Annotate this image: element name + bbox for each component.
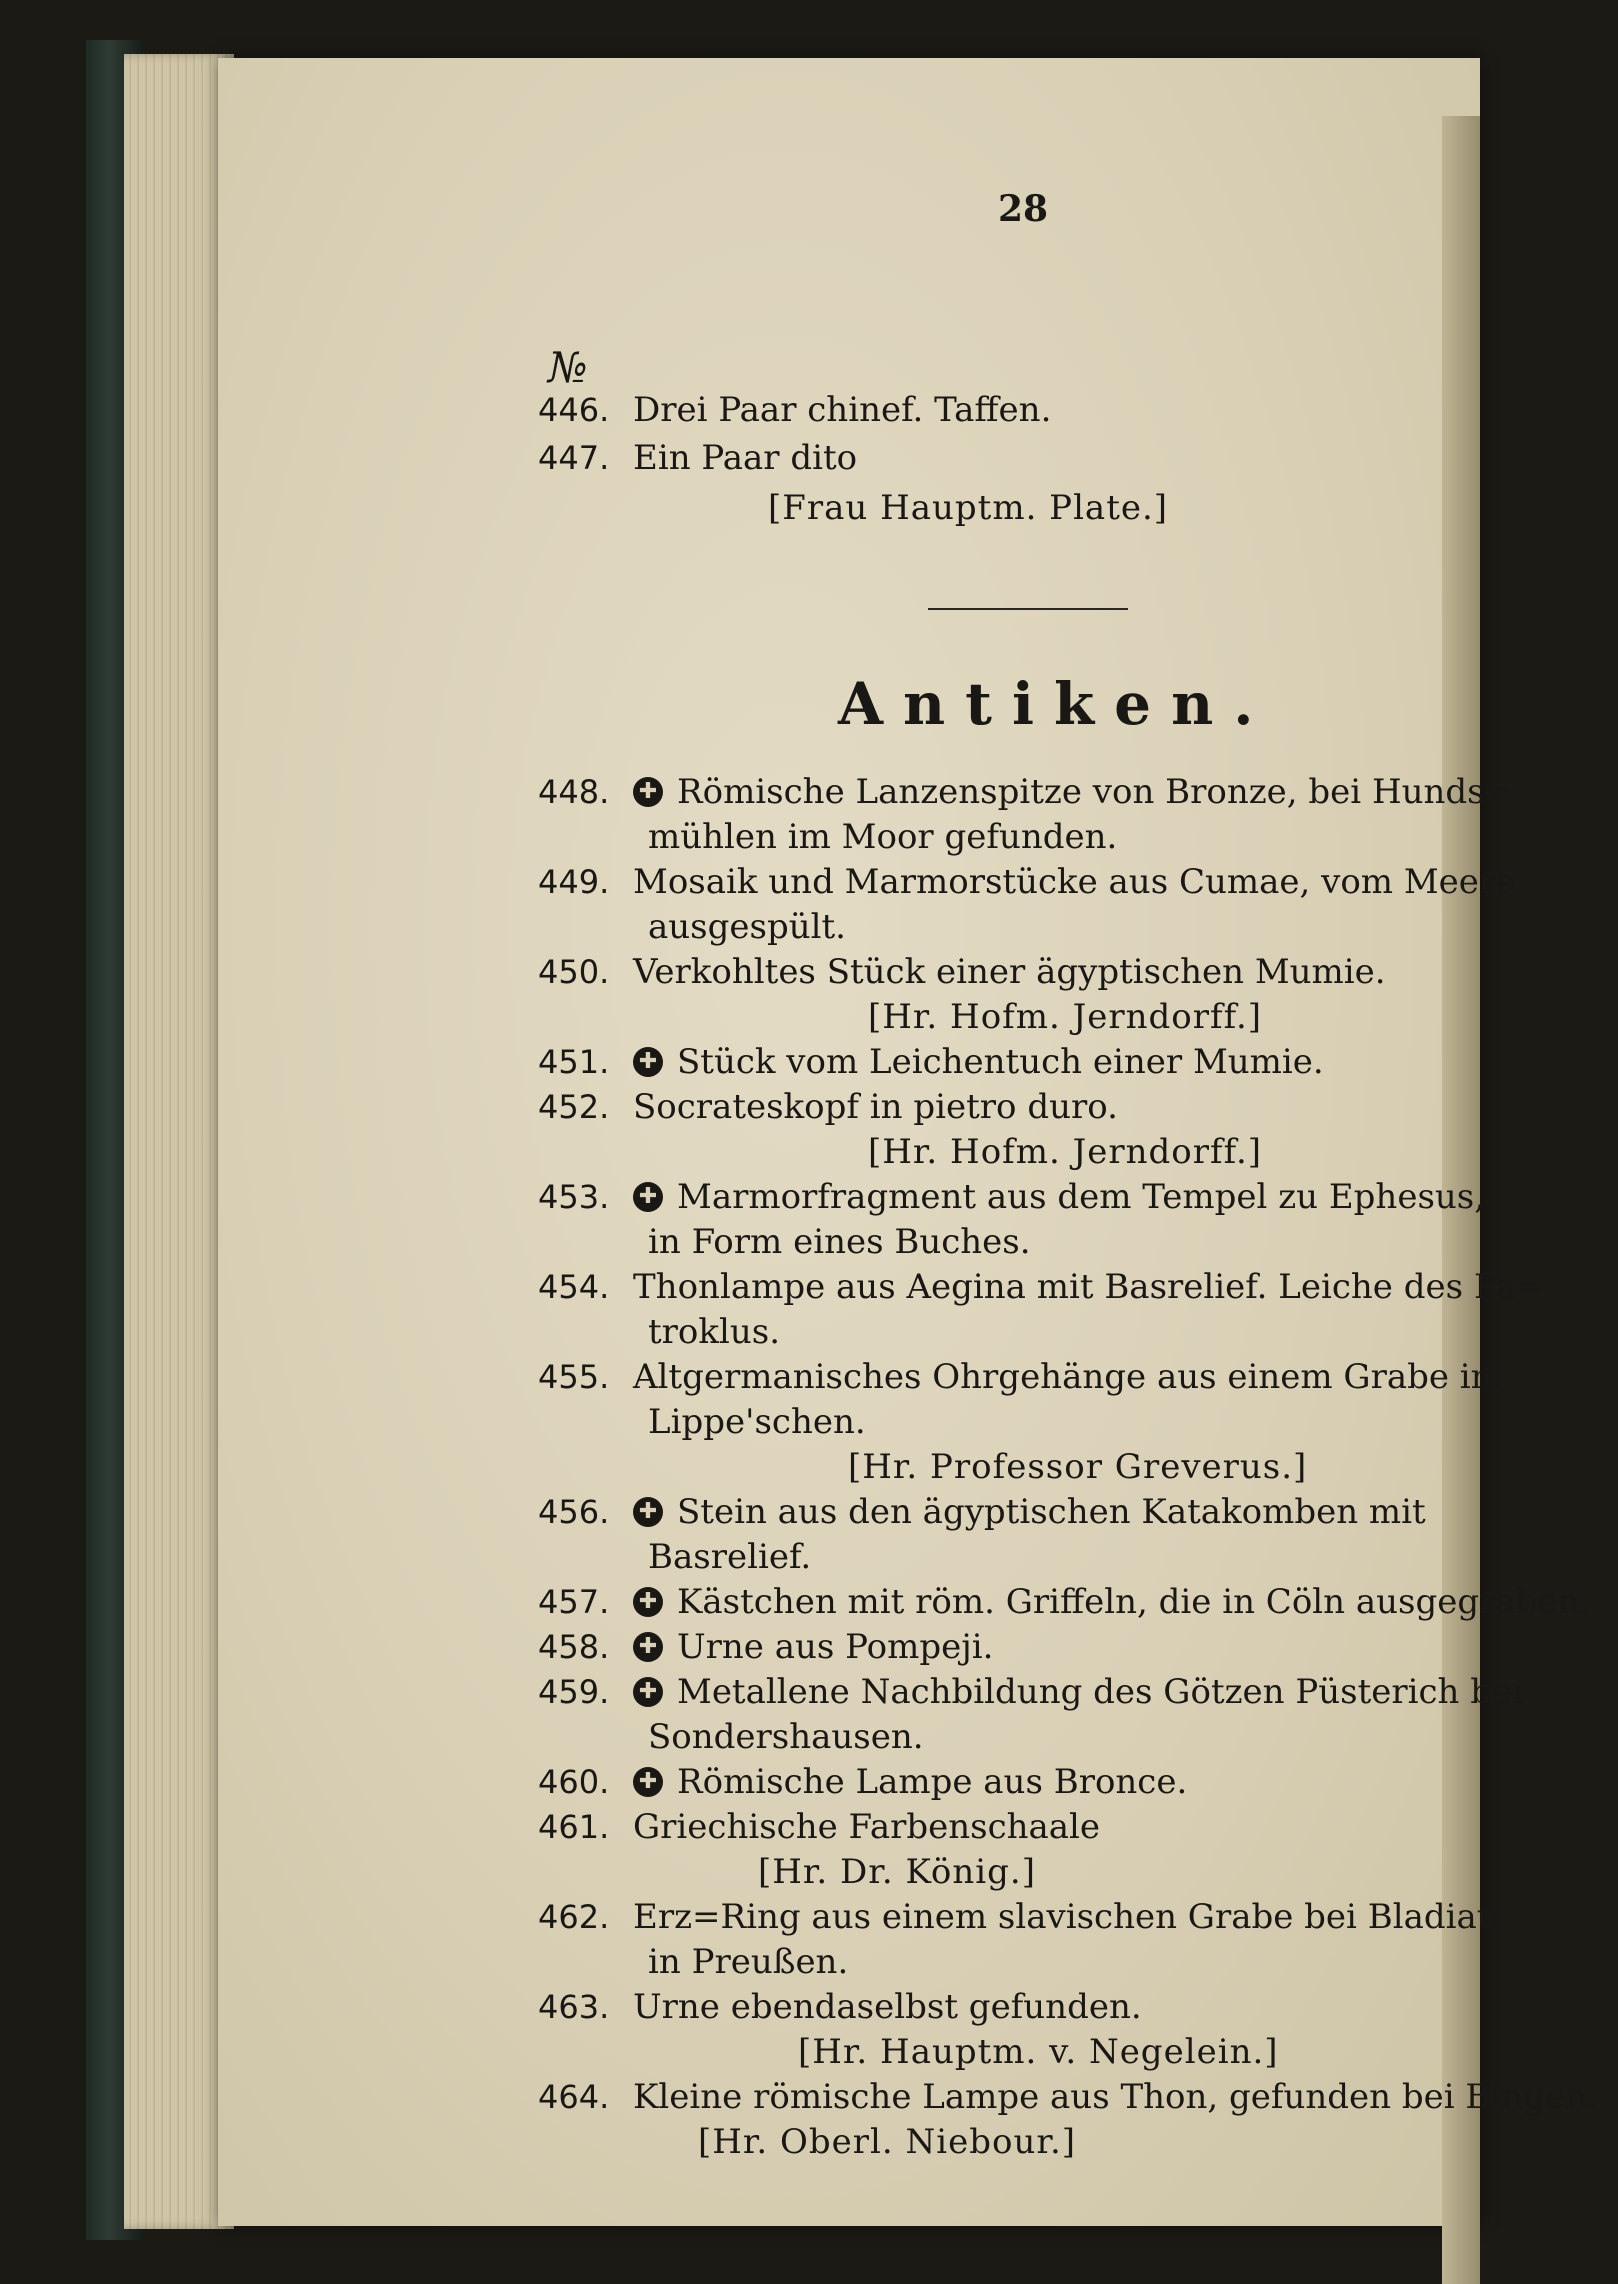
item-text-continuation: Lippe'schen. bbox=[648, 1402, 866, 1442]
item-text: Drei Paar chinef. Taffen. bbox=[633, 390, 1052, 430]
list-item bbox=[538, 1625, 993, 1669]
item-number: 455. bbox=[538, 1358, 610, 1396]
list-item bbox=[538, 860, 1515, 904]
list-item bbox=[538, 1895, 1499, 1939]
section-heading: Antiken. bbox=[838, 670, 1274, 738]
item-number: 450. bbox=[538, 953, 610, 991]
donor-line: [Frau Hauptm. Plate.] bbox=[768, 488, 1169, 528]
item-text-continuation: ausgespült. bbox=[648, 907, 846, 947]
number-sign: № bbox=[548, 343, 588, 392]
cross-circle-icon: ✚ bbox=[633, 1047, 663, 1077]
cross-circle-icon: ✚ bbox=[633, 1767, 663, 1797]
item-text-continuation: Sondershausen. bbox=[648, 1717, 924, 1757]
item-number: 456. bbox=[538, 1493, 610, 1531]
item-number: 448. bbox=[538, 773, 610, 811]
section-divider bbox=[928, 608, 1128, 610]
list-item bbox=[538, 1490, 1426, 1534]
item-text: Altgermanisches Ohrgehänge aus einem Grabe im bbox=[633, 1357, 1503, 1397]
item-text: Urne aus Pompeji. bbox=[677, 1627, 994, 1667]
list-item bbox=[538, 2075, 1598, 2119]
list-item bbox=[538, 1760, 1187, 1804]
item-text-continuation: mühlen im Moor gefunden. bbox=[648, 817, 1118, 857]
list-item bbox=[538, 950, 1386, 994]
item-number: 458. bbox=[538, 1628, 610, 1666]
list-item bbox=[538, 1670, 1523, 1714]
item-text-continuation: in Form eines Buches. bbox=[648, 1222, 1031, 1262]
item-text: Stein aus den ägyptischen Katakomben mit bbox=[677, 1492, 1426, 1532]
item-text: Marmorfragment aus dem Tempel zu Ephesus, bbox=[677, 1177, 1486, 1217]
cross-circle-icon: ✚ bbox=[633, 777, 663, 807]
item-text: Kästchen mit röm. Griffeln, die in Cöln ausgegraben. bbox=[677, 1582, 1591, 1622]
item-text-continuation: troklus. bbox=[648, 1312, 781, 1352]
item-number: 449. bbox=[538, 863, 610, 901]
item-number: 464. bbox=[538, 2078, 610, 2116]
cross-circle-icon: ✚ bbox=[633, 1632, 663, 1662]
item-text-continuation: in Preußen. bbox=[648, 1942, 849, 1982]
item-text: Erz=Ring aus einem slavischen Grabe bei Bladiau bbox=[633, 1897, 1499, 1937]
list-item bbox=[538, 436, 857, 480]
item-number: 452. bbox=[538, 1088, 610, 1126]
list-item bbox=[538, 1085, 1118, 1129]
item-text: Römische Lampe aus Bronce. bbox=[677, 1762, 1188, 1802]
cross-circle-icon: ✚ bbox=[633, 1677, 663, 1707]
donor-line: [Hr. Hofm. Jerndorff.] bbox=[868, 1132, 1263, 1172]
list-item bbox=[538, 388, 1051, 432]
book-page bbox=[218, 58, 1598, 2226]
item-number: 461. bbox=[538, 1808, 610, 1846]
item-text-continuation: Basrelief. bbox=[648, 1537, 812, 1577]
list-item bbox=[538, 1805, 1100, 1849]
item-number: 460. bbox=[538, 1763, 610, 1801]
item-text: Ein Paar dito bbox=[633, 438, 858, 478]
donor-line: [Hr. Hofm. Jerndorff.] bbox=[868, 997, 1263, 1037]
donor-line: [Hr. Professor Greverus.] bbox=[848, 1447, 1308, 1487]
item-text: Urne ebendaselbst gefunden. bbox=[633, 1987, 1142, 2027]
item-text: Mosaik und Marmorstücke aus Cumae, vom Meere bbox=[633, 862, 1516, 902]
item-number: 463. bbox=[538, 1988, 610, 2026]
item-number: 462. bbox=[538, 1898, 610, 1936]
item-number: 451. bbox=[538, 1043, 610, 1081]
cross-circle-icon: ✚ bbox=[633, 1587, 663, 1617]
item-text: Verkohltes Stück einer ägyptischen Mumie. bbox=[633, 952, 1386, 992]
item-text: Römische Lanzenspitze von Bronze, bei Hunds= bbox=[677, 772, 1514, 812]
list-item bbox=[538, 1985, 1142, 2029]
cross-circle-icon: ✚ bbox=[633, 1182, 663, 1212]
item-text: Griechische Farbenschaale bbox=[633, 1807, 1101, 1847]
list-item bbox=[538, 1580, 1590, 1624]
item-text: Stück vom Leichentuch einer Mumie. bbox=[677, 1042, 1324, 1082]
donor-line: [Hr. Oberl. Niebour.] bbox=[698, 2122, 1077, 2162]
item-number: 446. bbox=[538, 391, 610, 429]
cross-circle-icon: ✚ bbox=[633, 1497, 663, 1527]
item-text: Thonlampe aus Aegina mit Basrelief. Leiche des Pa= bbox=[633, 1267, 1544, 1307]
item-number: 457. bbox=[538, 1583, 610, 1621]
list-item bbox=[538, 1175, 1485, 1219]
donor-line: [Hr. Dr. König.] bbox=[758, 1852, 1037, 1892]
item-number: 453. bbox=[538, 1178, 610, 1216]
item-text: Kleine römische Lampe aus Thon, gefunden bei Bingen. bbox=[633, 2077, 1598, 2117]
item-number: 459. bbox=[538, 1673, 610, 1711]
item-number: 447. bbox=[538, 439, 610, 477]
item-number: 454. bbox=[538, 1268, 610, 1306]
donor-line: [Hr. Hauptm. v. Negelein.] bbox=[798, 2032, 1279, 2072]
list-item bbox=[538, 1265, 1544, 1309]
item-text: Socrateskopf in pietro duro. bbox=[633, 1087, 1118, 1127]
list-item bbox=[538, 770, 1513, 814]
page-number: 28 bbox=[998, 188, 1049, 230]
list-item bbox=[538, 1355, 1503, 1399]
item-text: Metallene Nachbildung des Götzen Püsterich bei bbox=[677, 1672, 1523, 1712]
list-item bbox=[538, 1040, 1324, 1084]
